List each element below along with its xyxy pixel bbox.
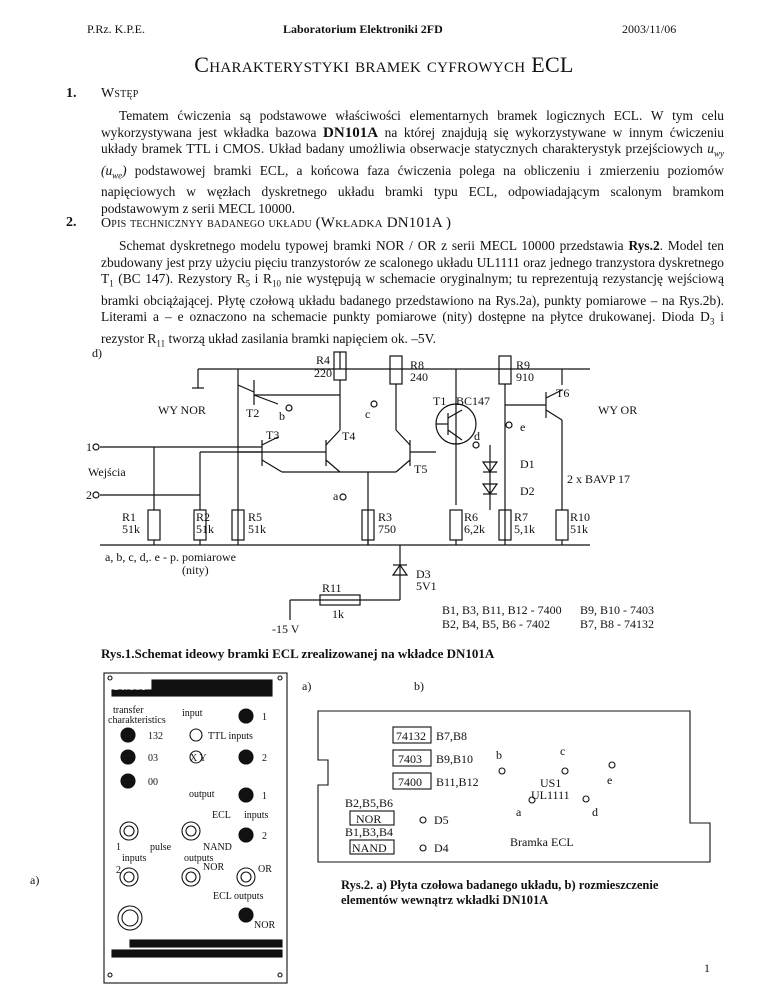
front-panel-figure [0,670,768,990]
svg-text:inputs: inputs [122,853,147,864]
svg-text:WY OR: WY OR [598,403,638,417]
svg-text:Bramka ECL: Bramka ECL [510,835,574,849]
figure-1-caption: Rys.1.Schemat ideowy bramki ECL zrealizowanej na wkładce DN101A [101,646,495,661]
svg-text:B11,B12: B11,B12 [436,775,479,789]
svg-text:T6: T6 [556,386,570,400]
svg-text:00: 00 [148,777,158,788]
svg-text:WY NOR: WY NOR [158,403,206,417]
fig1-label-d: d) [92,346,102,360]
svg-text:NAND: NAND [203,842,232,853]
svg-text:T1: T1 [433,394,447,408]
svg-text:elementów wewnątrz wkładki DN1: elementów wewnątrz wkładki DN101A [341,893,549,907]
svg-text:51k: 51k [122,522,140,536]
svg-text:B1,B3,B4: B1,B3,B4 [345,825,394,839]
svg-text:e: e [520,420,526,434]
svg-text:7403: 7403 [398,752,422,766]
svg-text:b: b [279,409,285,423]
svg-text:R10: R10 [570,510,591,524]
svg-text:R9: R9 [516,358,531,372]
svg-text:51k: 51k [248,522,266,536]
svg-text:output: output [189,789,215,800]
svg-text:910: 910 [516,370,534,384]
svg-text:a: a [516,805,522,819]
svg-text:Rys.2. a) Płyta czołowa badane: Rys.2. a) Płyta czołowa badanego układu, b) rozmieszczenie [341,878,659,892]
svg-text:5V1: 5V1 [416,579,437,593]
svg-text:R11: R11 [322,581,342,595]
svg-text:6,2k: 6,2k [464,522,485,536]
svg-text:51k: 51k [196,522,214,536]
svg-text:132: 132 [148,731,163,742]
ecl-gate-schematic [0,340,768,640]
svg-text:e: e [607,773,613,787]
svg-text:transfer: transfer [113,705,144,716]
svg-text:charakteristics: charakteristics [108,715,166,726]
svg-text:B2,B5,B6: B2,B5,B6 [345,796,394,810]
svg-text:(nity): (nity) [182,563,209,577]
svg-text:750: 750 [378,522,396,536]
resistor-r8 [390,356,402,384]
header-right: 2003/11/06 [622,22,677,36]
section-1-title: Wstęp [101,86,139,101]
svg-text:d: d [592,805,598,819]
page-number: 1 [704,961,710,975]
svg-text:1: 1 [262,791,267,802]
svg-text:BC147: BC147 [456,394,491,408]
svg-text:T4: T4 [342,429,356,443]
svg-text:X Y: X Y [190,753,207,764]
svg-text:1: 1 [86,440,92,454]
svg-text:03: 03 [148,753,158,764]
svg-text:-15 V: -15 V [272,622,300,636]
svg-text:51k: 51k [570,522,588,536]
svg-text:B7,B8: B7,B8 [436,729,468,743]
svg-text:B9,B10: B9,B10 [436,752,474,766]
svg-text:R7: R7 [514,510,529,524]
svg-text:1: 1 [262,712,267,723]
svg-text:2: 2 [116,865,121,876]
paragraph-description: Schemat dyskretnego modelu typowej bramki NOR / OR z serii MECL 10000 przedstawia Rys.2. Model ten zbudowany jest przy użyciu pięciu tranzystorów ze scalonego układu UL1111 oraz jednego tranzystora dyskretnego $T_1$ (BC 147). Rezystory $R_5$ i $R_{10}$ nie występują w schemacie oryginalnym; tu reprezentują rezystancję wejściową bramki obciążającej. Płytę czołową układu badanego przedstawiono na Rys.2a), punkty pomiarowe – na Rys.2b). Literami a – e oznaczono na schemacie punkty pomiarowe (nity) dostępne na płytce drukowanej. Dioda $D_3$ i rezystor $R_{11}$ tworzą układ zasilania bramki napięciem ok. –5V. [101,238,724,349]
svg-text:NOR: NOR [254,920,276,931]
svg-text:74132: 74132 [396,729,426,743]
svg-text:R5: R5 [248,510,263,524]
resistor-r9 [499,356,511,384]
svg-text:R2: R2 [196,510,211,524]
svg-text:c: c [365,407,371,421]
svg-text:D5: D5 [434,813,449,827]
svg-text:b: b [496,748,502,762]
svg-text:2: 2 [262,753,267,764]
svg-text:NAND: NAND [352,841,387,855]
svg-text:NOR: NOR [356,812,382,826]
svg-text:B7, B8 - 74132: B7, B8 - 74132 [580,617,655,631]
svg-text:220: 220 [314,366,332,380]
svg-text:c: c [560,744,566,758]
svg-text:a): a) [30,873,40,887]
svg-text:5,1k: 5,1k [514,522,535,536]
section-1-number: 1. [66,86,77,101]
svg-text:R8: R8 [410,358,425,372]
svg-text:a, b, c, d,. e - p. pomiarowe: a, b, c, d,. e - p. pomiarowe [105,550,236,564]
svg-text:UL1111: UL1111 [531,788,570,802]
svg-text:US1: US1 [540,776,562,790]
svg-text:D N 1 0 1: D N 1 0 1 [114,683,146,692]
svg-text:2: 2 [262,831,267,842]
svg-text:Wejścia: Wejścia [88,465,126,479]
svg-text:B2, B4, B5, B6 - 7402: B2, B4, B5, B6 - 7402 [442,617,551,631]
svg-text:ECL: ECL [212,810,231,821]
page-title: Charakterystyki bramek cyfrowych ECL [194,52,574,77]
section-2-title: Opis technicznyy badanego układu (Wkładka DN101A ) [101,215,452,231]
svg-text:D1: D1 [520,457,535,471]
svg-text:b): b) [414,679,424,693]
svg-text:R4: R4 [316,353,331,367]
svg-text:D2: D2 [520,484,535,498]
svg-text:7400: 7400 [398,775,422,789]
svg-text:R1: R1 [122,510,137,524]
paragraph-intro: Tematem ćwiczenia są podstawowe właściwości elementarnych bramek logicznych ECL. W tym celu wykorzystywana jest wkładka bazowa DN101A na której znajdują się wykorzystywane w innym ćwiczeniu układy bramek TTL i CMOS. Układ badany umożliwia obserwacje statycznych charakterystyk przejściowych $u_{wy}$ $(u_{we})$ podstawowej bramki ECL, a końcowa faza ćwiczenia polega na obliczeniu i zmierzeniu poziomów napięciowych w węzłach dyskretnego układu bramki typu ECL, odpowiadającym scalonym bramkom podstawowym z serii MECL 10000. [101,108,724,216]
svg-text:D3: D3 [416,567,431,581]
svg-text:2 x BAVP 17: 2 x BAVP 17 [567,472,631,486]
section-2-number: 2. [66,215,77,230]
svg-text:B1, B3, B11, B12 - 7400: B1, B3, B11, B12 - 7400 [442,603,562,617]
svg-text:1: 1 [116,842,121,853]
svg-text:OR: OR [258,864,272,875]
svg-text:R3: R3 [378,510,393,524]
header-left: P.Rz. K.P.E. [87,22,146,36]
svg-text:a: a [333,489,339,503]
svg-text:1k: 1k [332,607,344,621]
svg-text:B9, B10 - 7403: B9, B10 - 7403 [580,603,655,617]
svg-text:d: d [474,429,480,443]
svg-text:ECL outputs: ECL outputs [213,891,264,902]
svg-text:outputs: outputs [184,853,214,864]
svg-text:D4: D4 [434,841,449,855]
svg-text:T5: T5 [414,462,428,476]
svg-text:pulse: pulse [150,842,172,853]
svg-text:2: 2 [86,488,92,502]
svg-text:TTL inputs: TTL inputs [208,731,253,742]
header-center: Laboratorium Elektroniki 2FD [283,22,443,36]
svg-text:T2: T2 [246,406,260,420]
svg-text:inputs: inputs [244,810,269,821]
svg-text:240: 240 [410,370,428,384]
svg-text:T3: T3 [266,428,280,442]
svg-text:a): a) [302,679,312,693]
svg-text:NOR: NOR [203,862,225,873]
svg-text:R6: R6 [464,510,479,524]
svg-text:input: input [182,708,203,719]
